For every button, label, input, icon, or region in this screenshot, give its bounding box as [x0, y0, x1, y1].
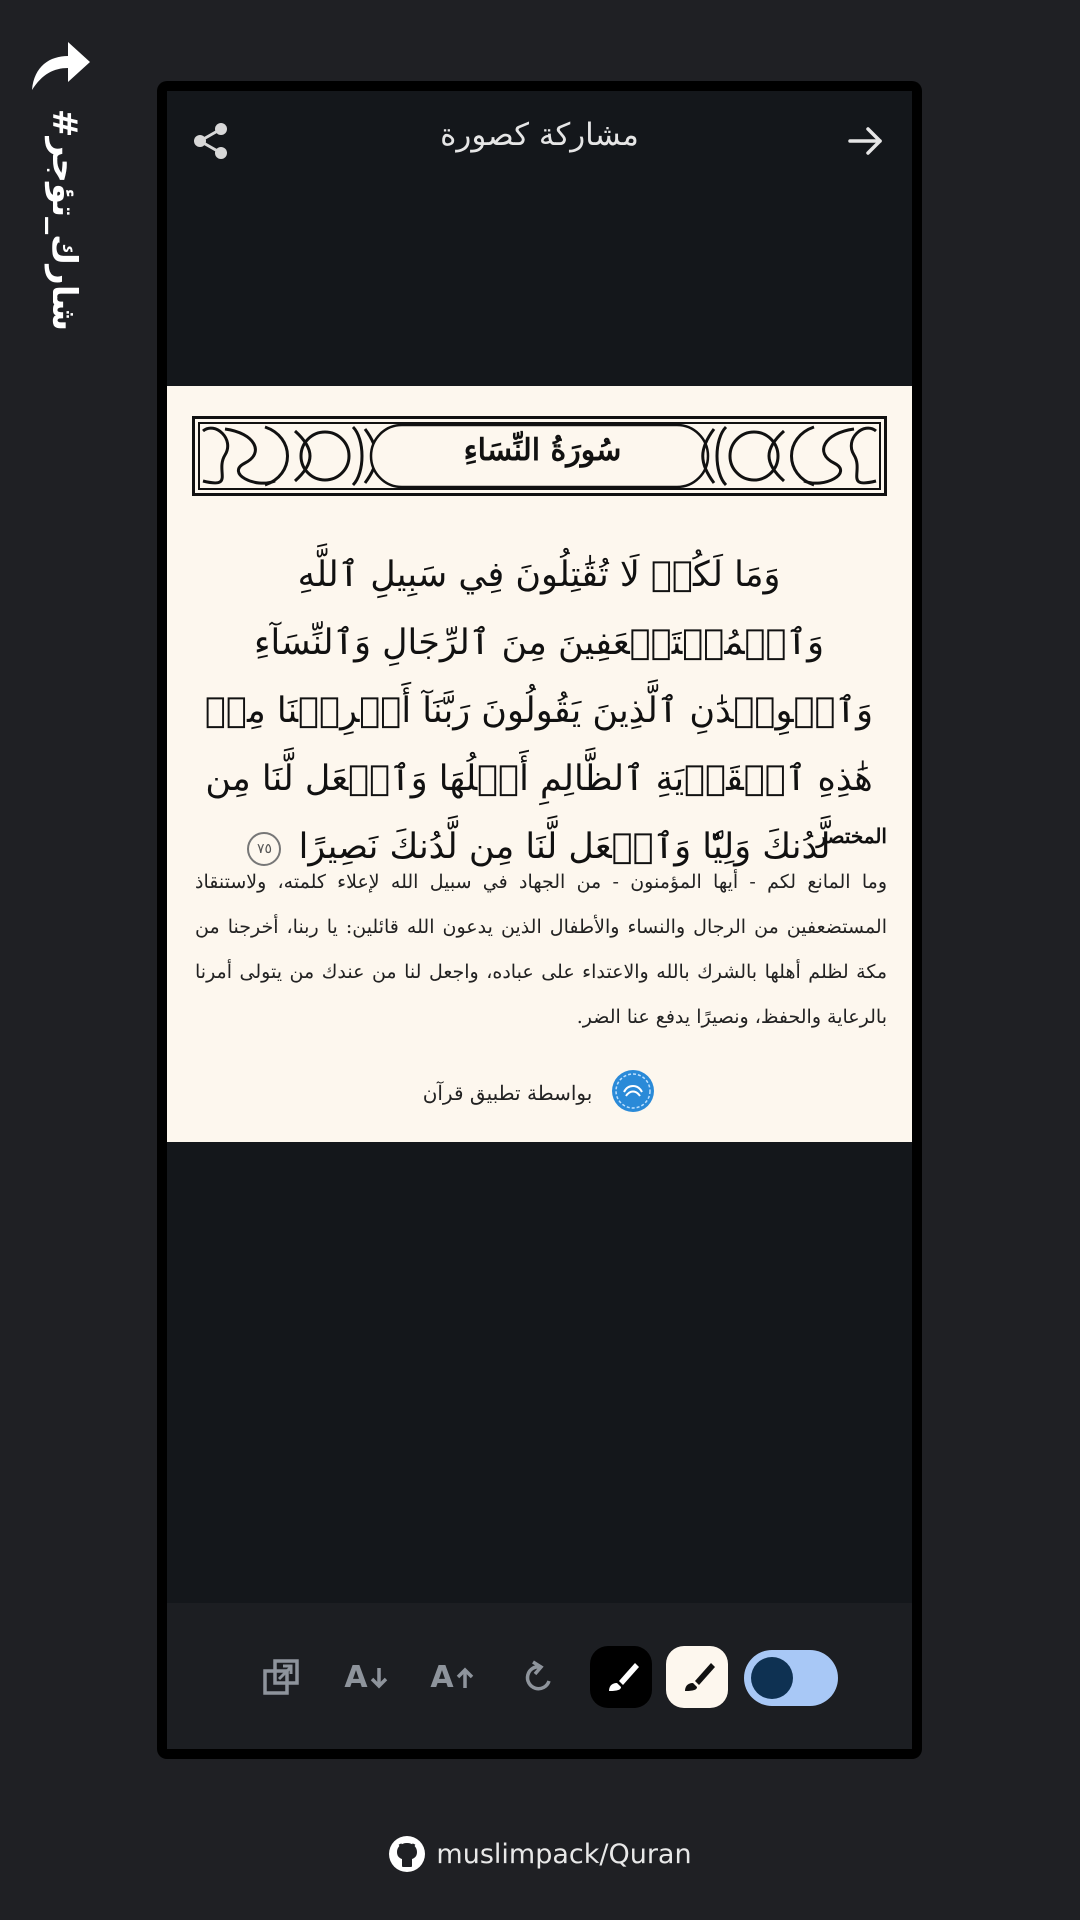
app-screen — [167, 91, 912, 1749]
verse-body: وَمَا لَكُمۡ لَا تُقَٰتِلُونَ فِي سَبِيلِ ٱللَّهِ وَٱلۡمُسۡتَضۡعَفِينَ مِنَ ٱلرِّجَالِ وَٱلنِّسَآءِ وَٱلۡوِلۡدَٰنِ ٱلَّذِينَ يَقُولُونَ رَبَّنَآ أَخۡرِجۡنَا مِنۡ هَٰذِهِ ٱلۡقَرۡيَةِ ٱلظَّالِمِ أَهۡلُهَا وَٱجۡعَل لَّنَا مِن لَّدُنكَ وَلِيّٗا وَٱجۡعَل لَّنَا مِن لَّدُنكَ نَصِيرًا — [204, 555, 873, 867]
app-credit — [167, 1068, 912, 1118]
github-icon — [388, 1835, 426, 1873]
decrease-font-button[interactable] — [336, 1646, 398, 1708]
resize-image-button[interactable] — [250, 1646, 312, 1708]
app-bar — [167, 91, 912, 191]
reset-button[interactable] — [508, 1646, 570, 1708]
increase-font-button[interactable] — [422, 1646, 484, 1708]
toggle-knob — [751, 1657, 793, 1699]
phone-frame — [157, 81, 922, 1759]
arrow-up-icon — [454, 1662, 476, 1692]
arrow-down-icon — [368, 1662, 390, 1692]
verse-image-card — [167, 386, 912, 1142]
page-title: مشاركة كصورة — [440, 117, 639, 153]
tafsir-title: المختصر — [816, 824, 887, 848]
tafsir-text: وما المانع لكم - أيها المؤمنون - من الجهاد في سبيل الله لإعلاء كلمته، ولاستنقاذ المستضعفين من الرجال والنساء والأطفال الذين يدعون الله قائلين: يا ربنا، أخرجنا من مكة لظلم أهلها بالشرك بالله والاعتداء على عباده، واجعل لنا من عندك من يتولى أمرنا بالرعاية والحفظ، ونصيرًا يدفع عنا الضر. — [195, 871, 887, 1028]
ayah-number-marker: ٧٥ — [247, 832, 281, 866]
share-forward-icon[interactable] — [28, 38, 92, 94]
brush-icon — [601, 1657, 641, 1697]
font-letter: A — [430, 1659, 454, 1695]
resize-icon — [259, 1655, 303, 1699]
repo-credit[interactable] — [0, 1835, 1080, 1873]
back-arrow-icon[interactable] — [846, 121, 886, 161]
font-letter: A — [344, 1659, 368, 1695]
surah-name: سُورَةُ النِّسَاءِ — [463, 433, 622, 468]
dark-theme-button[interactable] — [590, 1646, 652, 1708]
hashtag-label — [24, 110, 104, 330]
surah-banner — [192, 416, 887, 496]
quran-app-logo-icon — [610, 1068, 656, 1118]
hashtag-text: #شارك_تؤجر — [44, 108, 84, 332]
brush-icon — [677, 1657, 717, 1697]
repo-name: muslimpack/Quran — [436, 1838, 692, 1870]
refresh-icon — [519, 1657, 559, 1697]
verse-text — [189, 541, 889, 881]
light-theme-button[interactable] — [666, 1646, 728, 1708]
theme-toggle[interactable] — [744, 1650, 838, 1706]
bottom-toolbar — [167, 1603, 912, 1749]
credit-text: بواسطة تطبيق قرآن — [422, 1081, 593, 1105]
